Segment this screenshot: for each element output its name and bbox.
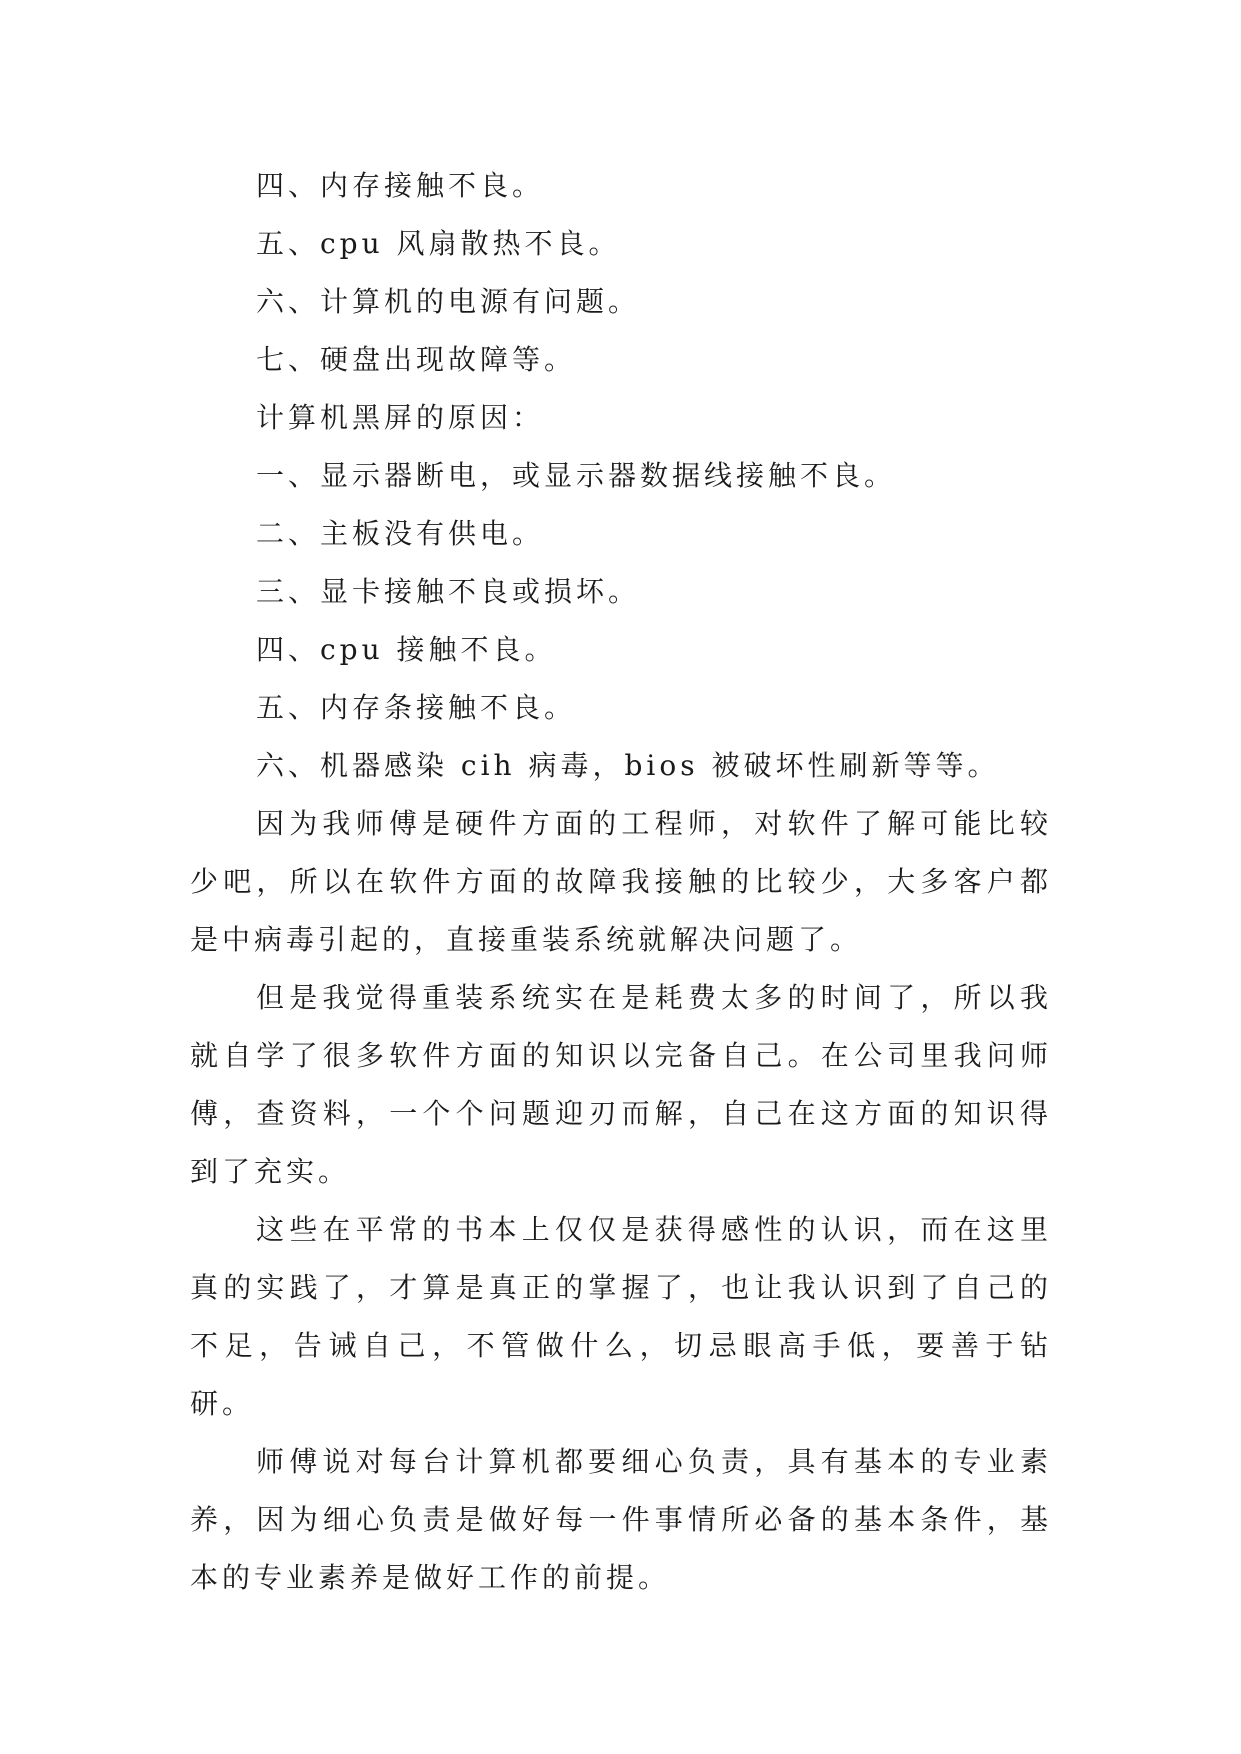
list-item: 四、cpu 接触不良。 bbox=[256, 633, 557, 666]
list-item: 五、cpu 风扇散热不良。 bbox=[256, 227, 621, 260]
section-heading: 计算机黑屏的原因： bbox=[256, 401, 545, 434]
list-item: 七、硬盘出现故障等。 bbox=[256, 343, 577, 376]
list-item: 一、显示器断电，或显示器数据线接触不良。 bbox=[256, 459, 897, 492]
list-item: 六、计算机的电源有问题。 bbox=[256, 285, 641, 318]
paragraph: 因为我师傅是硬件方面的工程师，对软件了解可能比较少吧，所以在软件方面的故障我接触的比较少，大多客户都是中病毒引起的，直接重装系统就解决问题了。 bbox=[190, 807, 1052, 956]
document-body bbox=[190, 157, 1052, 1607]
list-item: 五、内存条接触不良。 bbox=[256, 691, 577, 724]
list-item: 六、机器感染 cih 病毒，bios 被破坏性刷新等等。 bbox=[256, 749, 1000, 782]
list-item: 三、显卡接触不良或损坏。 bbox=[256, 575, 641, 608]
paragraph: 但是我觉得重装系统实在是耗费太多的时间了，所以我就自学了很多软件方面的知识以完备自己。在公司里我问师傅，查资料，一个个问题迎刃而解，自己在这方面的知识得到了充实。 bbox=[190, 981, 1052, 1188]
paragraph: 师傅说对每台计算机都要细心负责，具有基本的专业素养，因为细心负责是做好每一件事情所必备的基本条件，基本的专业素养是做好工作的前提。 bbox=[190, 1445, 1052, 1594]
list-item: 四、内存接触不良。 bbox=[256, 169, 545, 202]
list-item: 二、主板没有供电。 bbox=[256, 517, 545, 550]
paragraph: 这些在平常的书本上仅仅是获得感性的认识，而在这里真的实践了，才算是真正的掌握了，也让我认识到了自己的不足，告诫自己，不管做什么，切忌眼高手低，要善于钻研。 bbox=[190, 1213, 1052, 1420]
